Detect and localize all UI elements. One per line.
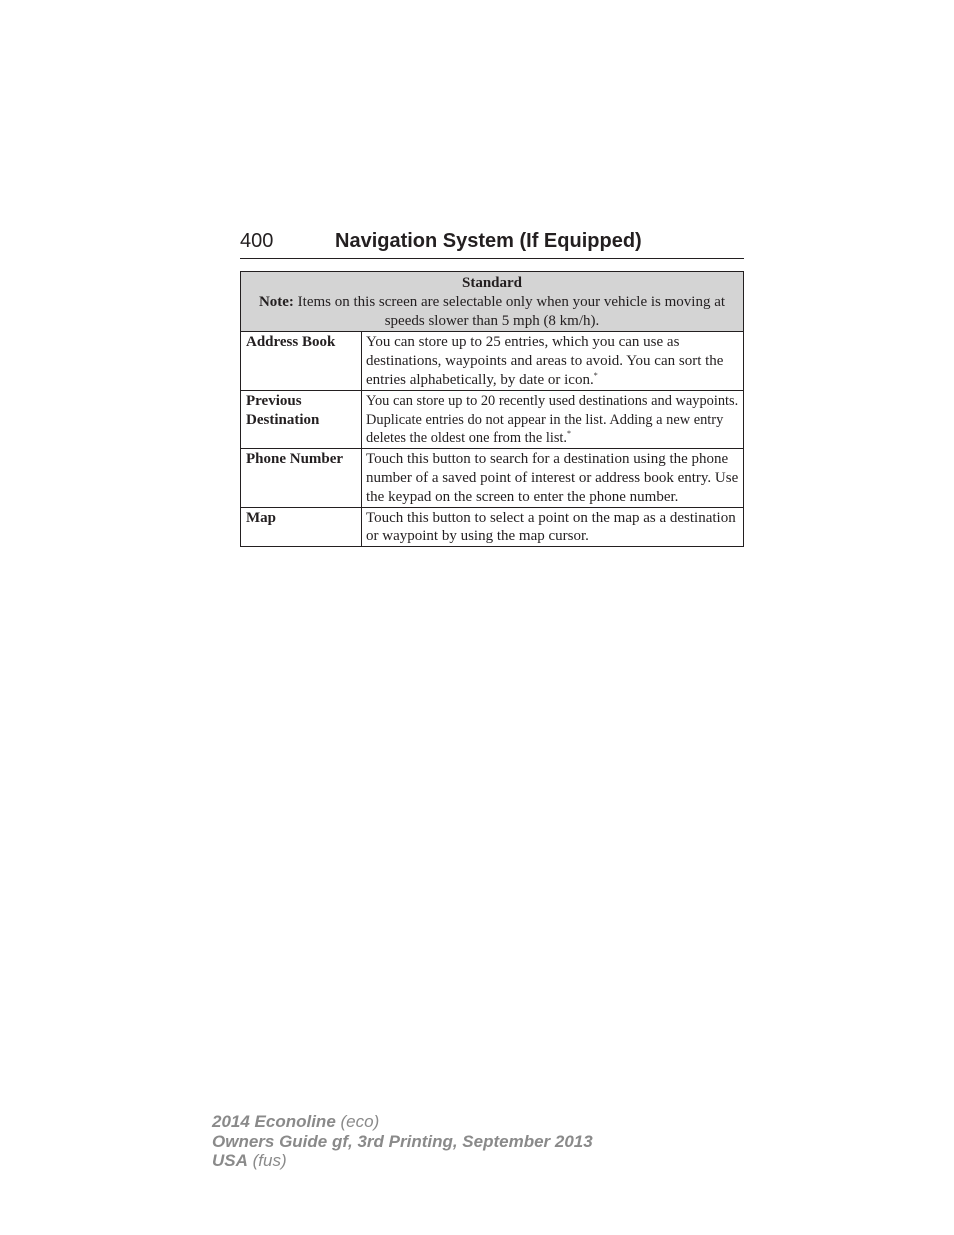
footer-line-region [212, 1151, 593, 1171]
table-row [241, 449, 744, 507]
footer-line-guide: Owners Guide gf, 3rd Printing, September 2013 [212, 1131, 593, 1151]
footnote-marker: * [593, 370, 598, 380]
footer-vehicle-name: 2014 Econoline [212, 1112, 336, 1131]
footer-region-name: USA [212, 1151, 248, 1170]
footer-vehicle-code: (eco) [335, 1112, 380, 1131]
section-title: Navigation System (If Equipped) [335, 230, 642, 252]
table-row [241, 390, 744, 448]
row-term: Previous Destination [241, 390, 362, 448]
description-text: Touch this button to search for a destination using the phone number of a saved point of interest or address book entry. Use the keypad on the screen to enter the phone number. [366, 451, 739, 505]
row-term: Phone Number [241, 449, 362, 507]
footer-line-vehicle [212, 1112, 593, 1132]
note-label: Note: [258, 293, 294, 310]
row-term: Map [241, 507, 362, 547]
footer-region-code: (fus) [247, 1151, 287, 1170]
table-row [241, 507, 744, 547]
footnote-marker: * [567, 429, 572, 439]
note-text: Items on this screen are selectable only when your vehicle is moving at speeds slower than 5 mph (8 km/h). [293, 293, 726, 329]
table-row [241, 332, 744, 390]
row-description [362, 507, 744, 547]
description-text: You can store up to 20 recently used destinations and waypoints. Duplicate entries do not appear in the list. Adding a new entry deletes the oldest one from the list. [366, 392, 739, 447]
navigation-options-table [240, 271, 744, 547]
description-text: Touch this button to select a point on the map as a destination or waypoint by using the map cursor. [366, 509, 736, 545]
description-text: You can store up to 25 entries, which you can use as destinations, waypoints and areas to avoid. You can sort the entries alphabetically, by date or icon. [366, 334, 724, 388]
table-title: Standard [461, 275, 523, 291]
row-description [362, 390, 744, 448]
page-footer [212, 1112, 593, 1171]
row-description [362, 449, 744, 507]
row-term: Address Book [241, 332, 362, 390]
table-header-cell [241, 272, 744, 332]
table-header-row [241, 272, 744, 332]
row-description [362, 332, 744, 390]
page-number: 400 [240, 230, 274, 252]
page-header [240, 228, 744, 259]
